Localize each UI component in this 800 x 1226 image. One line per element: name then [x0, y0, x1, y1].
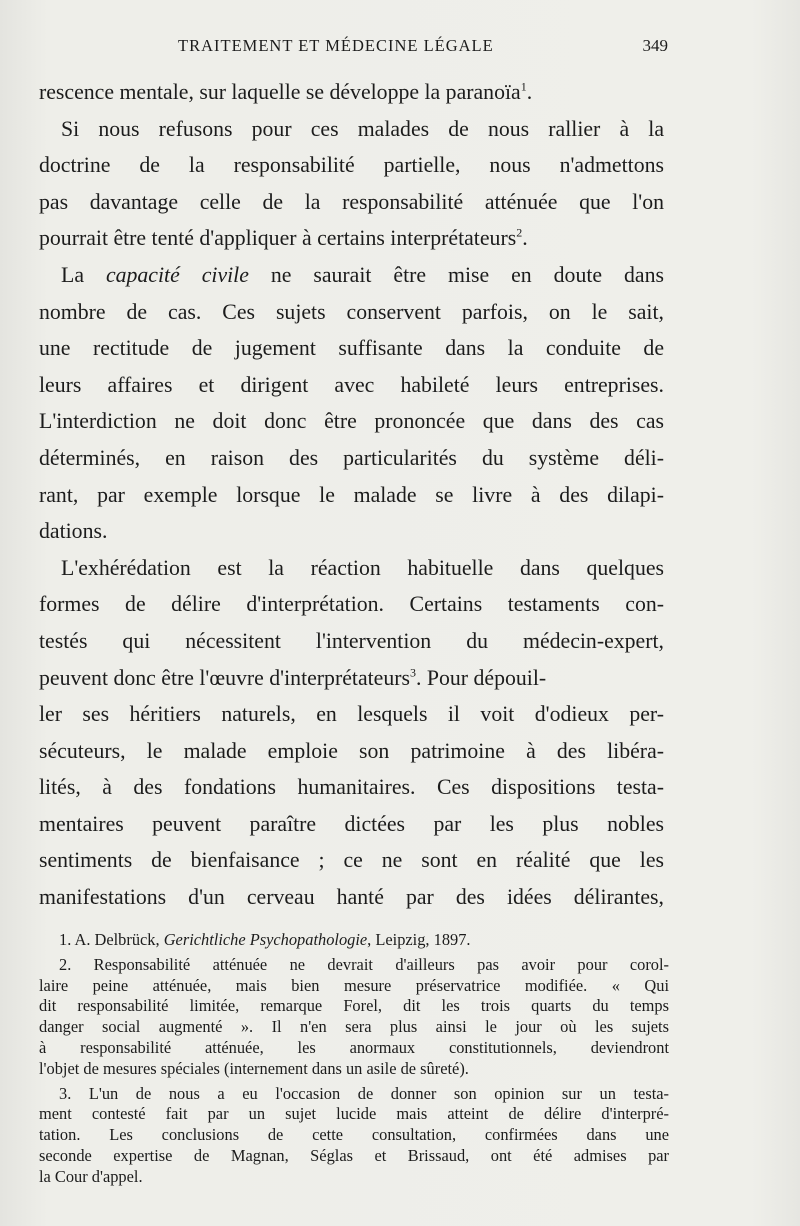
line-text: 2. Responsabilité atténuée ne devrait d'ailleurs pas avoir pour corol-: [59, 954, 669, 974]
body-line: [39, 74, 664, 111]
line-text: rant, par exemple lorsque le malade se livre à des dilapi-: [39, 482, 664, 507]
line-text: leurs affaires et dirigent avec habileté leurs entreprises.: [39, 372, 664, 397]
body-line: [39, 440, 664, 477]
line-text: pourrait être tenté d'appliquer à certains interprétateurs: [39, 226, 517, 251]
body-text: [39, 74, 664, 916]
body-line: [39, 660, 664, 697]
body-line: [39, 550, 664, 587]
body-line: [39, 879, 664, 916]
footnote-line: [39, 930, 669, 951]
body-line: [39, 477, 664, 514]
body-line: [39, 403, 664, 440]
line-text: manifestations d'un cerveau hanté par des idées délirantes,: [39, 885, 664, 910]
running-title: TRAITEMENT ET MÉDECINE LÉGALE: [178, 36, 494, 55]
line-text: dit responsabilité limitée, remarque Forel, dit les trois quarts du temps: [39, 996, 669, 1016]
body-line: [39, 367, 664, 404]
body-line: [39, 257, 664, 294]
line-text: L'interdiction ne doit donc être prononcée que dans des cas: [39, 409, 664, 434]
line-text: lités, à des fondations humanitaires. Ces dispositions testa-: [39, 775, 664, 800]
footnote: [39, 955, 669, 1080]
body-line: [39, 623, 664, 660]
line-text: l'objet de mesures spéciales (internement dans un asile de sûreté).: [39, 1058, 469, 1078]
italic-phrase: capacité civile: [105, 262, 249, 287]
line-tail: .: [526, 80, 533, 104]
line-text: ne saurait être mise en doute dans: [248, 262, 664, 287]
line-text: 3. L'un de nous a eu l'occasion de donner son opinion sur un testa-: [59, 1083, 669, 1103]
body-line: [39, 586, 664, 623]
line-text: peuvent donc être l'œuvre d'interprétateurs: [39, 665, 410, 690]
line-text: danger social augmenté ». Il n'en sera plus ainsi le jour où les sujets: [39, 1017, 669, 1037]
footnote-line: [39, 996, 669, 1017]
line-text: doctrine de la responsabilité partielle, nous n'admettons: [39, 153, 664, 178]
line-text: dations.: [39, 519, 108, 544]
footnote-line: [39, 1084, 669, 1105]
body-line: [39, 696, 664, 733]
line-text: seconde expertise de Magnan, Séglas et Brissaud, ont été admises par: [39, 1145, 669, 1165]
body-line: [39, 111, 664, 148]
footnote-line: [39, 1167, 669, 1188]
footnote-line: [39, 976, 669, 997]
body-line: [39, 294, 664, 331]
line-text: sécuteurs, le malade emploie son patrimoine à des libéra-: [39, 738, 664, 763]
line-text: ment contesté fait par un sujet lucide mais atteint de délire d'interpré-: [39, 1104, 669, 1124]
line-text: laire peine atténuée, mais bien mesure préservatrice modifiée. « Qui: [39, 975, 669, 995]
body-line: [39, 842, 664, 879]
body-line: [39, 220, 664, 257]
line-tail: .: [522, 226, 528, 251]
footnote: [39, 1084, 669, 1188]
line-text: testés qui nécessitent l'intervention du médecin-expert,: [39, 628, 664, 653]
italic-phrase: Gerichtliche Psychopathologie: [163, 930, 368, 949]
line-text: ler ses héritiers naturels, en lesquels il voit d'odieux per-: [39, 702, 664, 727]
line-lead: La: [61, 262, 106, 287]
footnote-ref: 1: [520, 79, 527, 94]
body-line: [39, 184, 664, 221]
body-line: [39, 806, 664, 843]
line-text: nombre de cas. Ces sujets conservent parfois, on le sait,: [39, 299, 664, 324]
footnote: [39, 930, 669, 951]
running-header: [178, 36, 668, 58]
line-text: L'exhérédation est la réaction habituelle dans quelques: [61, 555, 664, 580]
footnote-ref: 2: [516, 226, 523, 241]
footnote-ref: 3: [409, 665, 416, 680]
footnote-line: [39, 1059, 669, 1080]
line-text: pas davantage celle de la responsabilité atténuée que l'on: [39, 189, 664, 214]
line-text: , Leipzig, 1897.: [367, 930, 471, 949]
body-line: [39, 330, 664, 367]
line-text: rescence mentale, sur laquelle se développe la paranoïa: [39, 80, 521, 104]
footnote-line: [39, 1017, 669, 1038]
line-text: Si nous refusons pour ces malades de nous rallier à la: [61, 116, 664, 141]
footnote-line: [39, 955, 669, 976]
body-line: [39, 733, 664, 770]
line-text: à responsabilité atténuée, les anormaux constitutionnels, deviendront: [39, 1037, 669, 1057]
footnote-line: [39, 1146, 669, 1167]
line-tail: . Pour dépouil-: [415, 665, 547, 690]
body-line: [39, 769, 664, 806]
line-text: mentaires peuvent paraître dictées par les plus nobles: [39, 811, 664, 836]
page-number: 349: [642, 36, 668, 55]
body-line: [39, 513, 664, 550]
line-text: formes de délire d'interprétation. Certains testaments con-: [39, 592, 664, 617]
line-text: tation. Les conclusions de cette consultation, confirmées dans une: [39, 1125, 669, 1145]
footnotes: [39, 930, 669, 1192]
footnote-line: [39, 1038, 669, 1059]
body-line: [39, 147, 664, 184]
line-text: déterminés, en raison des particularités du système déli-: [39, 445, 664, 470]
line-lead: 1. A. Delbrück,: [59, 930, 164, 949]
line-text: sentiments de bienfaisance ; ce ne sont en réalité que les: [39, 848, 664, 873]
footnote-line: [39, 1104, 669, 1125]
footnote-line: [39, 1125, 669, 1146]
line-text: la Cour d'appel.: [39, 1166, 143, 1186]
line-text: une rectitude de jugement suffisante dans la conduite de: [39, 336, 664, 361]
